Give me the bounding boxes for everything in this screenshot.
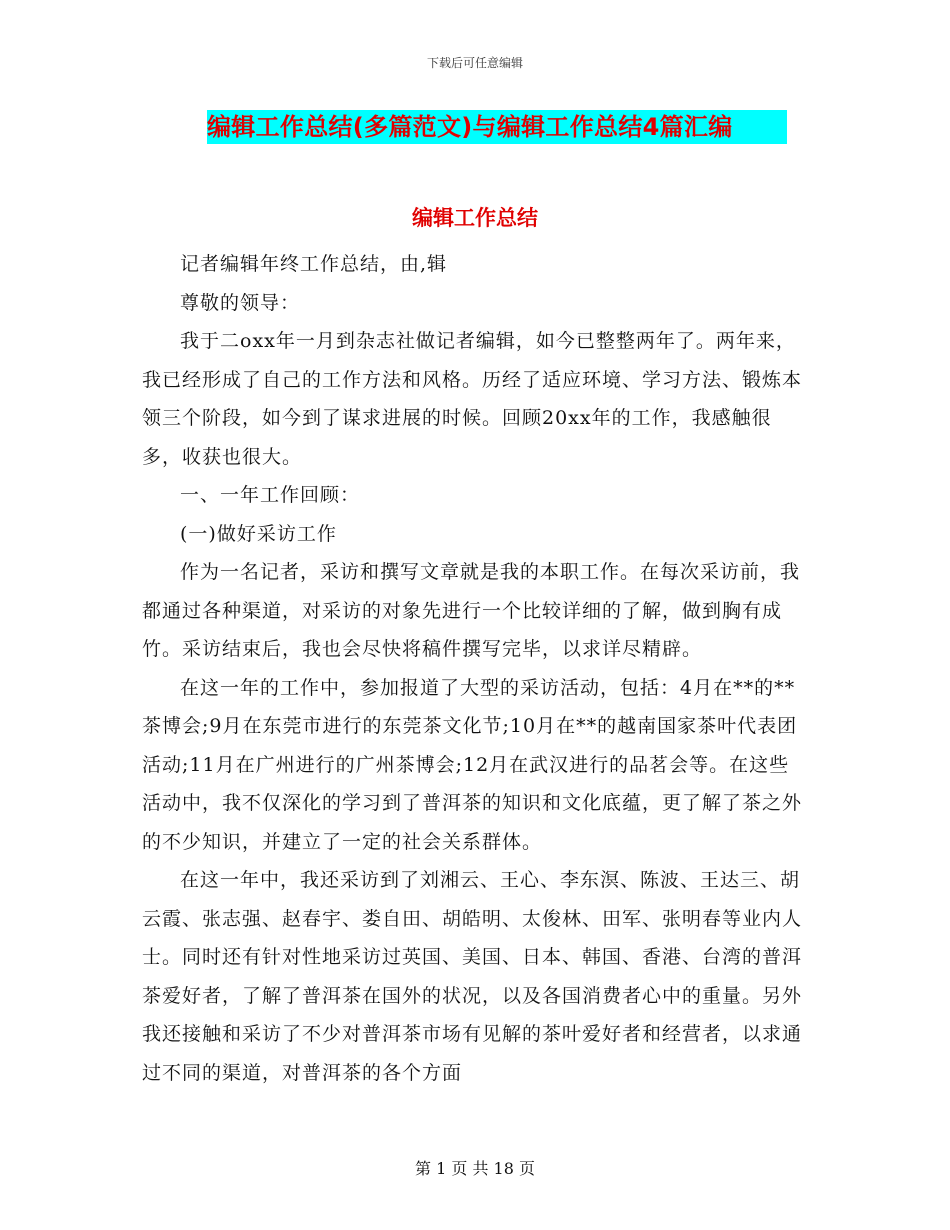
paragraph: 在这一年的工作中，参加报道了大型的采访活动，包括：4月在**的**茶博会;9月在东莞市进行的东莞茶文化节;10月在**的越南国家茶叶代表团活动;11月在广州进行的广州茶博会;12月在武汉进行的品茗会等。在这些活动中，我不仅深化的学习到了普洱茶的知识和文化底蕴，更了解了茶之外的不少知识，并建立了一定的社会关系群体。 xyxy=(142,676,803,853)
page-header-note: 下载后可任意编辑 xyxy=(426,56,523,70)
paragraph: 尊敬的领导： xyxy=(180,291,301,314)
paragraph: (一)做好采访工作 xyxy=(180,522,337,545)
document-body xyxy=(142,245,802,1092)
paragraph: 作为一名记者，采访和撰写文章就是我的本职工作。在每次采访前，我都通过各种渠道，对采访的对象先进行一个比较详细的了解，做到胸有成竹。采访结束后，我也会尽快将稿件撰写完毕，以求详尽精辟。 xyxy=(142,561,801,660)
section-title: 编辑工作总结 xyxy=(412,206,538,230)
paragraph: 一、一年工作回顾： xyxy=(180,484,361,506)
paragraph: 在这一年中，我还采访到了刘湘云、王心、李东溟、陈波、王达三、胡云霞、张志强、赵春宇、娄自田、胡皓明、太俊林、田军、张明春等业内人士。同时还有针对性地采访过英国、美国、日本、韩国、香港、台湾的普洱茶爱好者，了解了普洱茶在国外的状况，以及各国消费者心中的重量。另外我还接触和采访了不少对普洱茶市场有见解的茶叶爱好者和经营者，以求通过不同的渠道，对普洱茶的各个方面 xyxy=(142,869,803,1084)
paragraph: 我于二oxx年一月到杂志社做记者编辑，如今已整整两年了。两年来，我已经形成了自己的工作方法和风格。历经了适应环境、学习方法、锻炼本领三个阶段，如今到了谋求进展的时候。回顾20xx年的工作，我感触很多，收获也很大。 xyxy=(142,330,803,468)
page-number-footer: 第 1 页 共 18 页 xyxy=(415,1159,535,1178)
document-title: 编辑工作总结(多篇范文)与编辑工作总结4篇汇编 xyxy=(207,110,787,144)
paragraph: 记者编辑年终工作总结，由,辑 xyxy=(180,253,448,275)
